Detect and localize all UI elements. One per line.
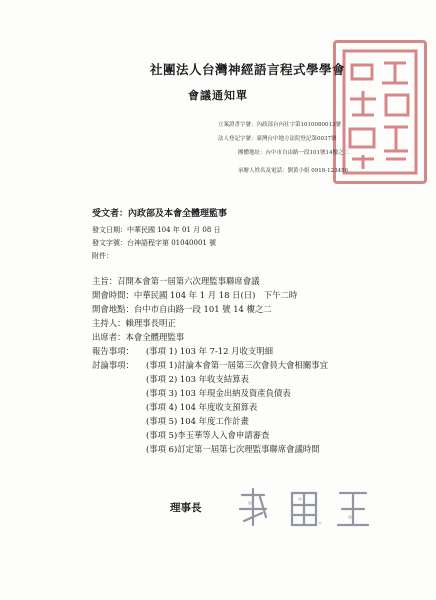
meeting-place-line: 開會地點：台中市自由路一段 101 號 14 樓之二 bbox=[92, 304, 272, 314]
discussion-item: (事項 6)訂定第一屆第七次理監事聯席會議時間 bbox=[146, 444, 320, 454]
meta-line-registration: 立案證書字號：內政部台內社字第1010080013號 bbox=[218, 122, 341, 128]
discussion-item: (事項 3) 103 年現金出納及資產負債表 bbox=[146, 388, 291, 398]
meeting-time-line: 開會時間：中華民國 104 年 1 月 18 日(日) 下午二時 bbox=[92, 290, 298, 300]
discussion-item: (事項 4) 104 年度收支預算表 bbox=[146, 402, 258, 412]
issue-number: 發文字號：台神語程字第 01040001 號 bbox=[92, 239, 217, 247]
issue-date: 發文日期：中華民國 104 年 01 月 08 日 bbox=[92, 226, 221, 234]
report-item: (事項 1) 103 年 7-12 月收支明細 bbox=[146, 346, 273, 356]
report-label: 報告事項： bbox=[92, 346, 134, 356]
seal-pattern bbox=[336, 43, 424, 181]
association-seal-icon bbox=[333, 40, 427, 184]
subject-line: 主旨：召開本會第一屆第六次理監事聯席會議 bbox=[92, 276, 260, 286]
recipient-value: 內政部及本會全體理監事 bbox=[128, 209, 228, 219]
document-title: 會議通知單 bbox=[188, 89, 248, 102]
attendees-line: 出席者：本會全體理監事 bbox=[92, 332, 185, 342]
chairman-stamp-icon bbox=[230, 483, 380, 533]
chair-line: 主持人：賴理事長明正 bbox=[92, 318, 176, 328]
recipient-line bbox=[92, 206, 227, 219]
organization-title: 社團法人台灣神經語言程式學學會 bbox=[150, 62, 346, 77]
stamp-graphic bbox=[230, 483, 380, 533]
attachment-line: 附件： bbox=[92, 252, 113, 260]
discussion-label: 討論事項： bbox=[92, 360, 134, 370]
meta-line-legal: 法人登記字號：臺灣台中地方法院登記第0037號 bbox=[218, 136, 337, 142]
discussion-item: (事項 2) 103 年收支結算表 bbox=[146, 374, 249, 384]
discussion-item: (事項 1)討論本會第一屆第三次會員大會相關事宜 bbox=[146, 360, 329, 370]
meta-line-contact: 承辦人姓名及電話：劉黃小姐 0918-123456 bbox=[238, 168, 349, 174]
recipient-label: 受文者： bbox=[92, 209, 129, 219]
discussion-item: (事項 5) 104 年度工作計畫 bbox=[146, 416, 249, 426]
meta-line-address: 團體地址：台中市自由路一段101號14樓之二 bbox=[238, 150, 349, 156]
discussion-item: (事項 5)李玉華等人入會申請審查 bbox=[146, 430, 270, 440]
signature-label: 理事長 bbox=[170, 502, 202, 514]
